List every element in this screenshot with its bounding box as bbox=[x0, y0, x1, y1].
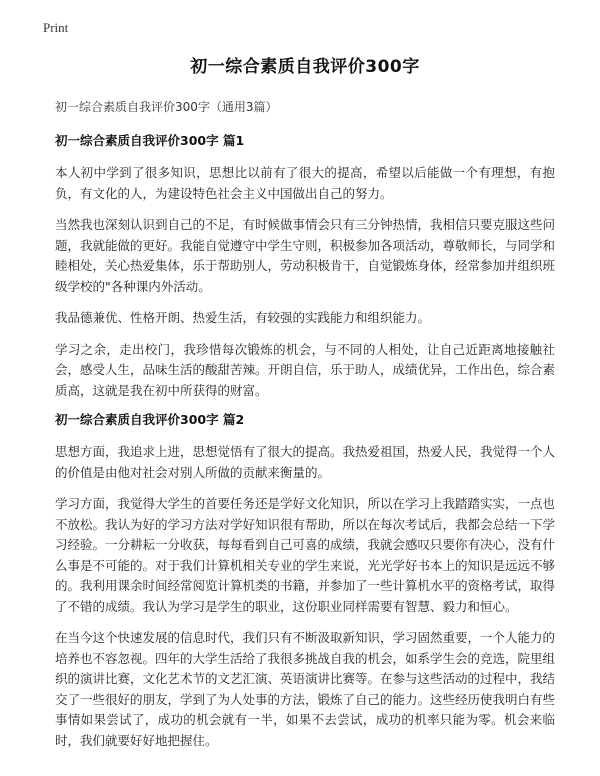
document-subtitle: 初一综合素质自我评价300字（通用3篇） bbox=[55, 100, 278, 114]
section-heading: 初一综合素质自我评价300字 篇1 bbox=[55, 133, 245, 148]
paragraph: 学习之余，走出校门，我珍惜每次锻炼的机会，与不同的人相处，让自己近距离地接触社会，感受人生，品味生活的酸甜苦辣。开朗自信，乐于助人，成绩优异，工作出色，综合素质高，这就是我在初中所获得的财富。 bbox=[55, 341, 556, 398]
document-page bbox=[55, 52, 555, 762]
paragraph: 思想方面，我追求上进，思想觉悟有了很大的提高。我热爱祖国，热爱人民，我觉得一个人的价值是由他对社会对别人所做的贡献来衡量的。 bbox=[55, 444, 556, 480]
paragraph: 我品德兼优、性格开朗、热爱生活，有较强的实践能力和组织能力。 bbox=[55, 310, 431, 325]
section-2 bbox=[55, 412, 555, 751]
paragraph: 在当今这个快速发展的信息时代，我们只有不断汲取新知识，学习固然重要，一个人能力的培养也不容忽视。四年的大学生活给了我很多挑战自我的机会，如系学生会的竞选，院里组织的演讲比赛，文化艺术节的文艺汇演、英语演讲比赛等。在参与这些活动的过程中，我结交了一些很好的朋友，学到了为人处事的方法，锻炼了自己的能力。这些经历使我明白有些事情如果尝试了，成功的机会就有一半，如果不去尝试，成功的机率只能为零。机会来临时，我们就要好好地把握住。 bbox=[55, 630, 556, 748]
paragraph: 本人初中学到了很多知识，思想比以前有了很大的提高，希望以后能做一个有理想，有抱负，有文化的人，为建设特色社会主义中国做出自己的努力。 bbox=[55, 165, 555, 201]
section-heading: 初一综合素质自我评价300字 篇2 bbox=[55, 412, 245, 427]
page-title: 初一综合素质自我评价300字 bbox=[190, 57, 420, 77]
print-link[interactable]: Print bbox=[43, 20, 69, 35]
paragraph: 学习方面，我觉得大学生的首要任务还是学好文化知识，所以在学习上我踏踏实实，一点也不放松。我认为好的学习方法对学好知识很有帮助，所以在每次考试后，我都会总结一下学习经验。一分耕耘一分收获，每每看到自己可喜的成绩，我就会感叹只要你有决心，没有什么事是不可能的。对于我们计算机相关专业的学生来说，光光学好书本上的知识是远远不够的。我利用课余时间经常阅览计算机类的书籍，并参加了一些计算机水平的资格考试，取得了不错的成绩。我认为学习是学生的职业，这份职业同样需要有智慧、毅力和恒心。 bbox=[55, 496, 556, 614]
section-1 bbox=[55, 133, 555, 401]
paragraph: 当然我也深刻认识到自己的不足，有时候做事情会只有三分钟热情，我相信只要克服这些问题，我就能做的更好。我能自觉遵守中学生守则，积极参加各项活动，尊敬师长，与同学和睦相处，关心热爱集体，乐于帮助别人，劳动积极肯干，自觉锻炼身体，经常参加并组织班级学校的"各种课内外活动。 bbox=[55, 217, 556, 294]
